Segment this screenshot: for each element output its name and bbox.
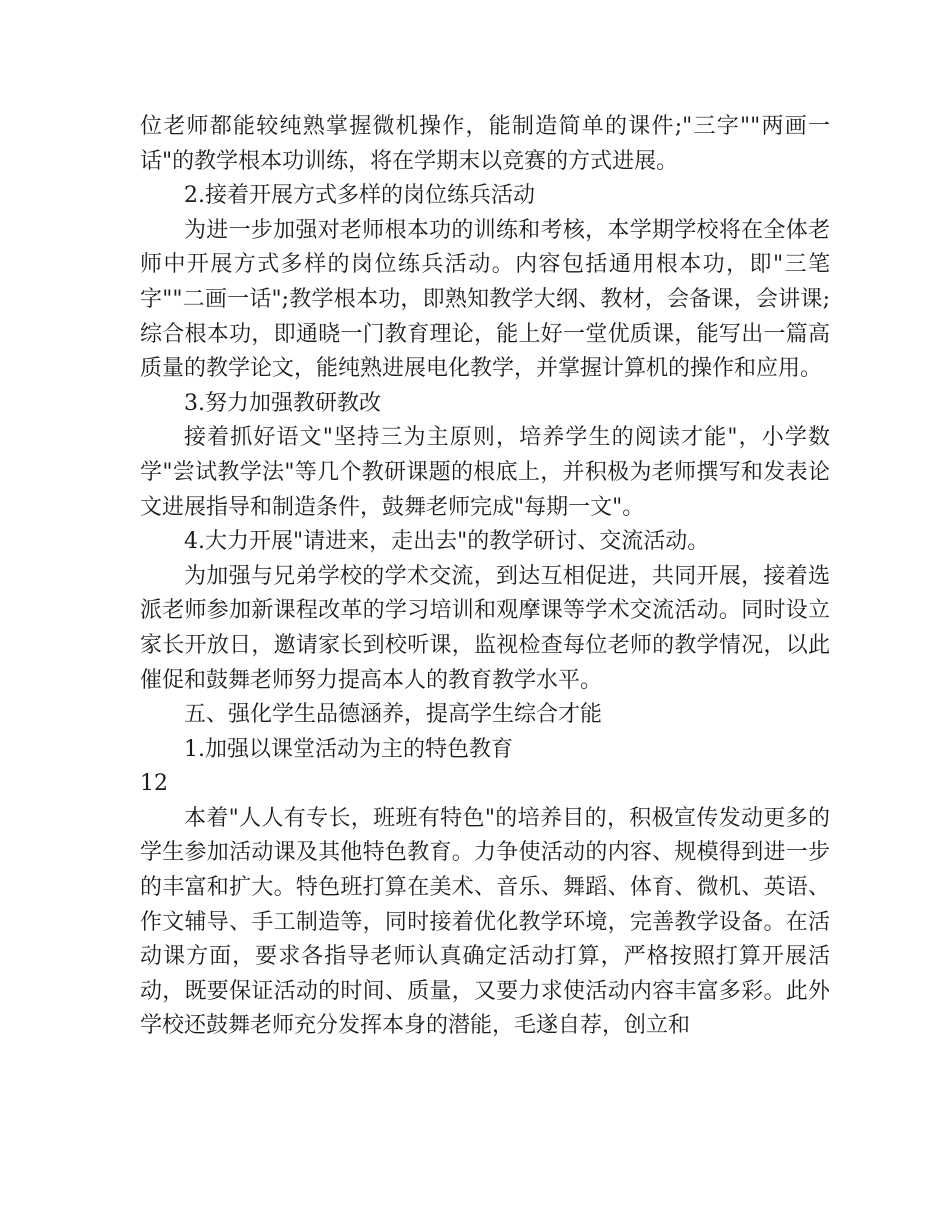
paragraph-7: 为加强与兄弟学校的学术交流，到达互相促进，共同开展，接着选派老师参加新课程改革的学习培训和观摩课等学术交流活动。同时设立家长开放日，邀请家长到校听课，监视检查每位老师的教学情况，以此催促和鼓舞老师努力提高本人的教育教学水平。 bbox=[140, 563, 830, 693]
document-page bbox=[140, 110, 830, 1044]
section-heading-5: 五、强化学生品德涵养，提高学生综合才能 bbox=[184, 702, 603, 728]
paragraph-11: 本着"人人有专长，班班有特色"的培养目的，积极宣传发动更多的学生参加活动课及其他特色教育。力争使活动的内容、规模得到进一步的丰富和扩大。特色班打算在美术、音乐、舞蹈、体育、微机、英语、作文辅导、手工制造等，同时接着优化教学环境，完善教学设备。在活动课方面，要求各指导老师认真确定活动打算，严格按照打算开展活动，既要保证活动的时间、质量，又要力求使活动内容丰富多彩。此外学校还鼓舞老师充分发挥本身的潜能，毛遂自荐，创立和 bbox=[140, 805, 830, 1039]
page-number-marker: 12 bbox=[140, 771, 168, 797]
paragraph-3: 为进一步加强对老师根本功的训练和考核，本学期学校将在全体老师中开展方式多样的岗位练兵活动。内容包括通用根本功，即"三笔字""二画一话";教学根本功，即熟知教学大纲、教材，会备课，会讲课;综合根本功，即通晓一门教育理论，能上好一堂优质课，能写出一篇高质量的教学论文，能纯熟进展电化教学，并掌握计算机的操作和应用。 bbox=[140, 217, 830, 382]
paragraph-5: 接着抓好语文"坚持三为主原则，培养学生的阅读才能"，小学数学"尝试教学法"等几个教研课题的根底上，并积极为老师撰写和发表论文进展指导和制造条件，鼓舞老师完成"每期一文"。 bbox=[140, 425, 830, 520]
heading-4-exchange: 4.大力开展"请进来，走出去"的教学研讨、交流活动。 bbox=[184, 529, 710, 555]
heading-1-activity-education: 1.加强以课堂活动为主的特色教育 bbox=[184, 736, 513, 762]
heading-2-job-training: 2.接着开展方式多样的岗位练兵活动 bbox=[184, 183, 535, 209]
paragraph-1: 位老师都能较纯熟掌握微机操作，能制造简单的课件;"三字""两画一话"的教学根本功训练，将在学期末以竞赛的方式进展。 bbox=[140, 114, 830, 174]
heading-3-teaching-research: 3.努力加强教研教改 bbox=[184, 390, 381, 416]
